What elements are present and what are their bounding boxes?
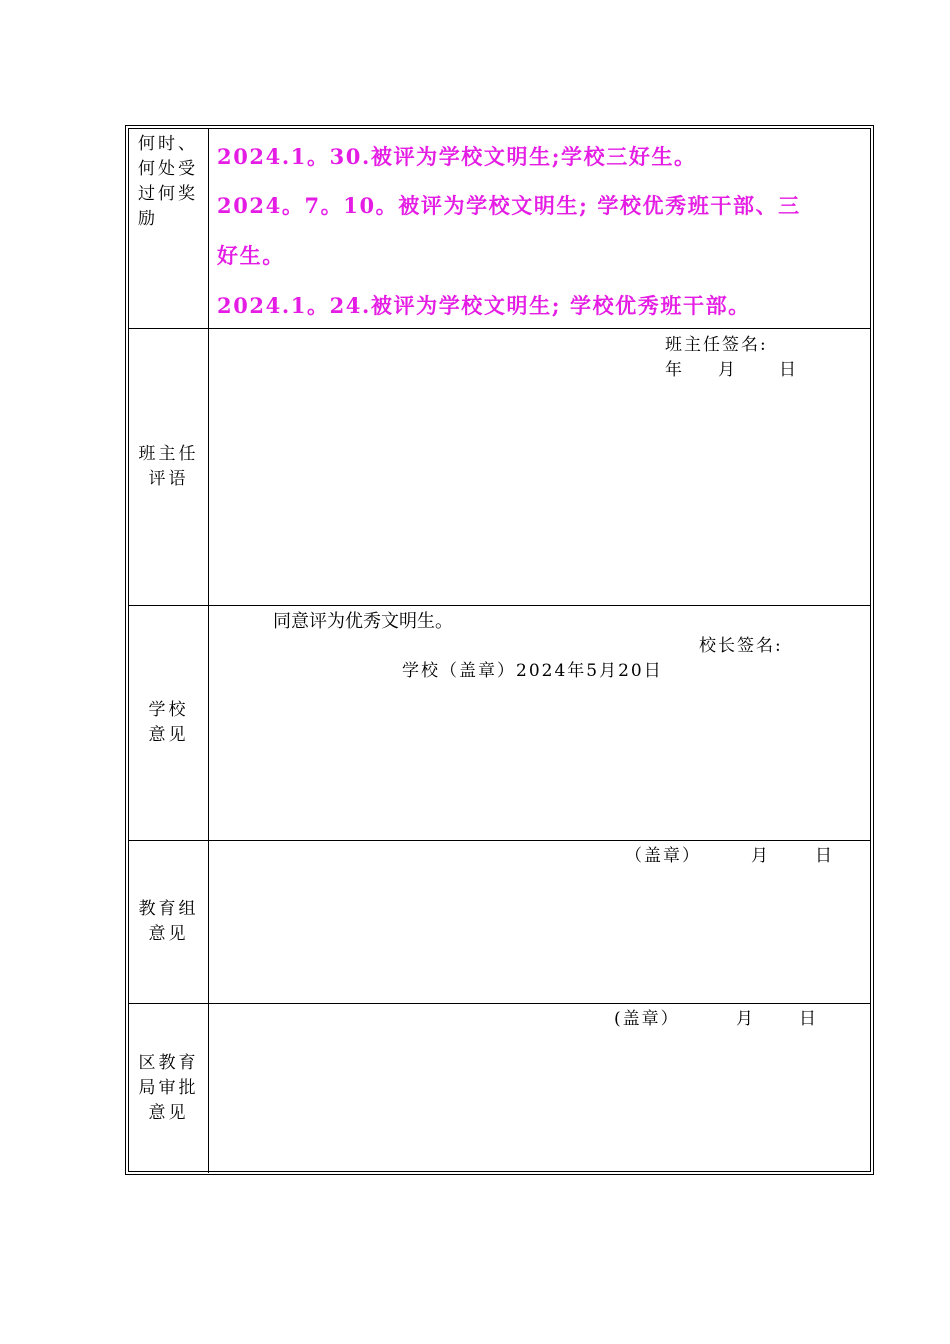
school-label-line: 学校 — [148, 700, 189, 720]
teacher-comment-row — [129, 329, 870, 606]
teacher-label-line: 班主任 — [138, 444, 199, 464]
teacher-date-month: 月 — [718, 360, 737, 380]
edu-group-content — [209, 841, 870, 1003]
awards-label-line: 何处受 — [138, 159, 198, 179]
edu-group-stamp: （盖章） — [625, 846, 701, 866]
district-label-line: 局审批 — [138, 1078, 199, 1098]
school-opinion-label — [129, 606, 209, 840]
teacher-label-line: 评语 — [148, 469, 189, 489]
district-stamp: (盖章） — [614, 1009, 680, 1029]
edu-group-label — [129, 841, 209, 1003]
teacher-date-day: 日 — [779, 360, 798, 380]
awards-label-line: 励 — [138, 209, 158, 229]
district-bureau-content — [209, 1004, 870, 1173]
awards-label-line: 何时、 — [138, 134, 198, 154]
school-label-line: 意见 — [148, 725, 189, 745]
edu-group-day: 日 — [815, 846, 834, 866]
district-label-line: 区教育 — [138, 1053, 199, 1073]
teacher-comment-content — [209, 329, 870, 605]
teacher-date-year: 年 — [665, 360, 684, 380]
awards-label — [129, 129, 209, 328]
teacher-signature-label: 班主任签名: — [665, 335, 768, 355]
edu-group-month: 月 — [751, 846, 770, 866]
district-bureau-row — [129, 1004, 870, 1173]
approval-form-table — [125, 125, 874, 1175]
district-label-line: 意见 — [148, 1103, 189, 1123]
district-day: 日 — [799, 1009, 818, 1029]
district-month: 月 — [736, 1009, 755, 1029]
form-inner-border — [128, 128, 871, 1172]
edu-group-label-line: 意见 — [148, 924, 189, 944]
awards-row — [129, 129, 870, 329]
award-entry: 2024.1。30.被评为学校文明生;学校三好生。 — [217, 144, 697, 169]
teacher-comment-label — [129, 329, 209, 605]
award-entry: 2024.1。24.被评为学校文明生; 学校优秀班干部。 — [217, 293, 751, 318]
school-opinion-content — [209, 606, 870, 840]
principal-signature-label: 校长签名: — [699, 636, 783, 656]
school-opinion-row — [129, 606, 870, 841]
award-entry: 好生。 — [217, 243, 285, 268]
edu-group-label-line: 教育组 — [138, 899, 199, 919]
awards-label-line: 过何奖 — [138, 184, 198, 204]
school-opinion-text: 同意评为优秀文明生。 — [273, 611, 453, 632]
award-entry: 2024。7。10。被评为学校文明生; 学校优秀班干部、三 — [217, 193, 801, 218]
awards-content — [209, 129, 870, 328]
edu-group-row — [129, 841, 870, 1004]
school-stamp-date: 学校（盖章）2024年5月20日 — [402, 661, 663, 681]
district-bureau-label — [129, 1004, 209, 1173]
